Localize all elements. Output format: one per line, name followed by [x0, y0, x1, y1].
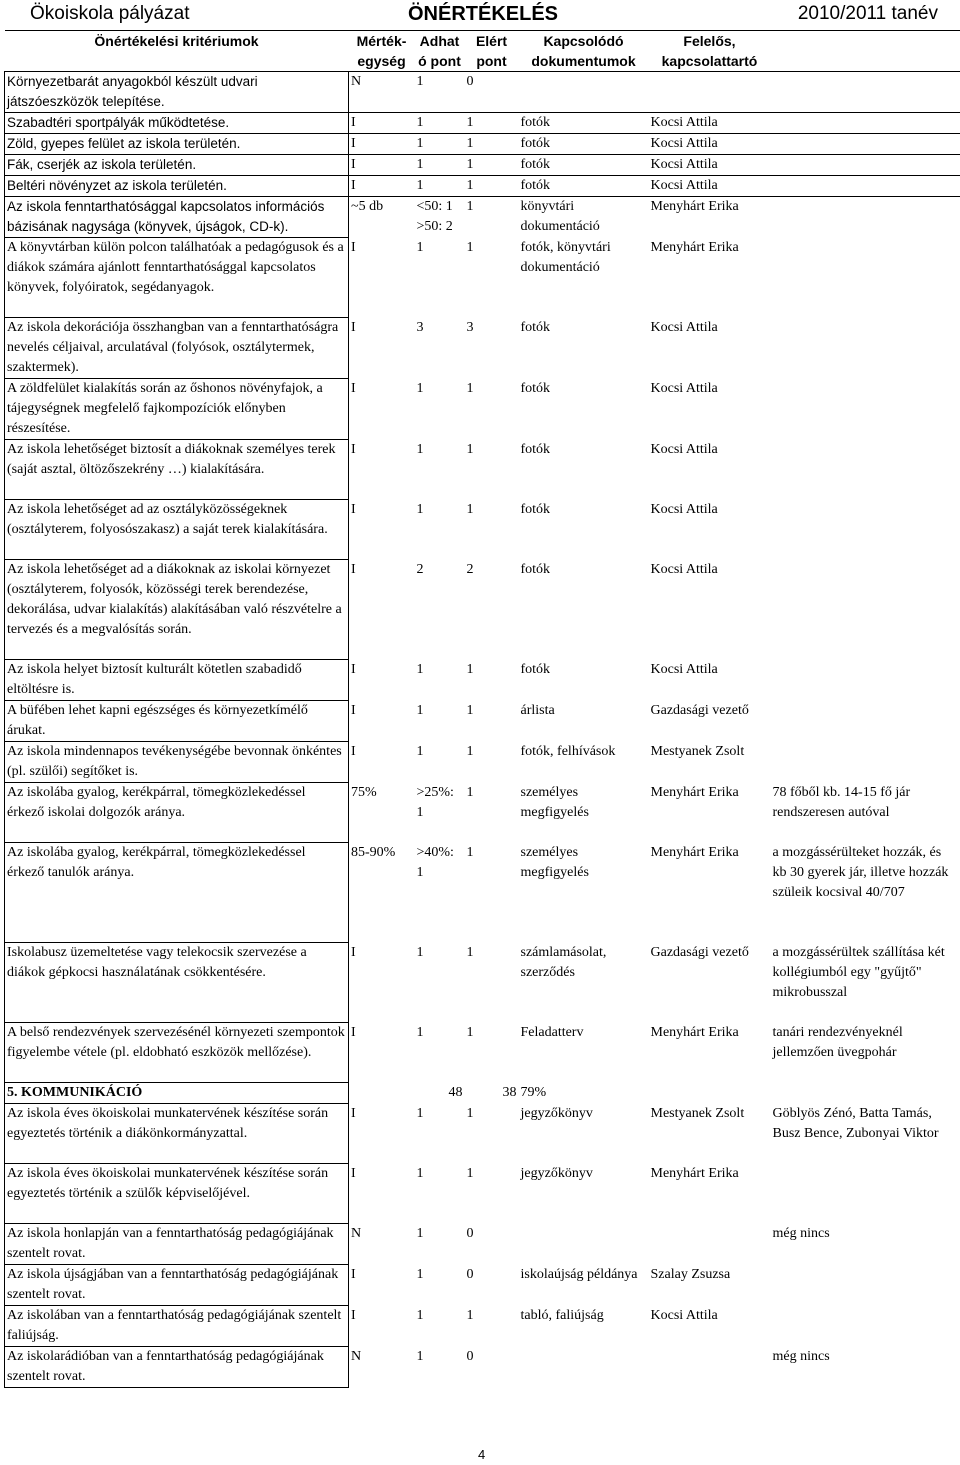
documents-cell: árlista — [520, 702, 555, 718]
responsible-cell: Kocsi Attila — [649, 155, 771, 176]
max-points-cell: 1 — [416, 661, 424, 677]
documents-cell: fotók, könyvtári dokumentáció — [520, 239, 611, 275]
notes-cell — [771, 134, 960, 155]
unit-cell: I — [351, 1307, 356, 1323]
documents-cell: Feladatterv — [520, 1024, 584, 1040]
table-row — [5, 560, 960, 660]
notes-cell — [771, 1164, 960, 1224]
unit-cell: I — [351, 1165, 356, 1181]
responsible-cell: Kocsi Attila — [650, 501, 718, 517]
points-cell: 1 — [465, 134, 519, 155]
notes-cell: a mozgássérültek szállítása két kollégiumból egy "gyűjtő" mikrobusszal — [772, 944, 945, 1000]
max-points-cell: 1 — [416, 944, 424, 960]
max-points-cell: 1 — [415, 72, 465, 113]
criteria-cell: A zöldfelület kialakítás során az őshonos növényfajok, a tájegységnek megfelelő fajkompozíciók előnyben részesítése. — [5, 379, 349, 440]
notes-cell: Göblyös Zénó, Batta Tamás, Busz Bence, Zubonyai Viktor — [772, 1105, 939, 1141]
notes-cell — [771, 440, 960, 500]
max-points-cell: >25%: 1 — [416, 784, 454, 820]
notes-cell — [771, 660, 960, 701]
responsible-cell: Gazdasági vezető — [650, 944, 749, 960]
criteria-cell: Az iskola lehetőséget biztosít a diákoknak személyes terek (saját asztal, öltözőszekrény …) kialakítására. — [5, 440, 349, 500]
col-notes-header — [771, 31, 960, 72]
unit-cell: I — [351, 1266, 356, 1282]
responsible-cell: Kocsi Attila — [649, 134, 771, 155]
col-criteria-header: Önértékelési kritériumok — [5, 31, 349, 72]
responsible-cell — [649, 1083, 771, 1104]
max-points-cell: 1 — [416, 441, 424, 457]
points-cell: 1 — [466, 661, 474, 677]
unit-cell: I — [351, 661, 356, 677]
unit-cell: N — [351, 1225, 362, 1241]
table-row — [5, 318, 960, 379]
unit-cell: I — [351, 743, 356, 759]
table-row — [5, 1306, 960, 1347]
unit-cell: I — [351, 380, 356, 396]
max-points-cell: 1 — [416, 1165, 424, 1181]
criteria-cell: A belső rendezvények szervezésénél környezeti szempontok figyelembe vétele (pl. eldobható eszközök mellőzése). — [5, 1023, 349, 1083]
max-points-cell: 1 — [416, 702, 424, 718]
notes-cell — [771, 155, 960, 176]
documents-cell: fotók — [520, 661, 551, 677]
table-row — [5, 440, 960, 500]
documents-cell: tabló, faliújság — [520, 1307, 604, 1323]
max-points-cell: 1 — [416, 1105, 424, 1121]
criteria-cell: Az iskola lehetőséget ad az osztályközösségeknek (osztályterem, folyosószakasz) a saját terek kialakítására. — [5, 500, 349, 560]
table-row — [5, 176, 960, 197]
table-row — [5, 238, 960, 318]
criteria-cell: Beltéri növényzet az iskola területén. — [5, 176, 349, 197]
max-points-cell: 1 — [415, 155, 465, 176]
max-points-cell: 1 — [416, 1225, 424, 1241]
unit-cell: I — [349, 113, 415, 134]
criteria-cell: Az iskola mindennapos tevékenységébe bevonnak önkéntes (pl. szülői) segítőket is. — [5, 742, 349, 783]
documents-cell: iskolaújság példánya — [520, 1266, 638, 1282]
table-row — [5, 1224, 960, 1265]
documents-cell — [519, 72, 649, 113]
points-cell: 1 — [466, 441, 474, 457]
criteria-cell: Az iskola dekorációja összhangban van a fenntarthatóságra nevelés céljaival, arculatával (folyósok, osztálytermek, szaktermek). — [5, 318, 349, 379]
responsible-cell: Kocsi Attila — [650, 319, 718, 335]
criteria-cell: Az iskola éves ökoiskolai munkatervének készítése során egyeztetés történik a diákönkormányzattal. — [5, 1104, 349, 1164]
table-header-row — [5, 31, 960, 72]
max-points-cell: 1 — [415, 113, 465, 134]
header-right: 2010/2011 tanév — [797, 3, 938, 24]
unit-cell: I — [351, 1105, 356, 1121]
col-unit-header: Mérték- egység — [349, 31, 415, 72]
table-row — [5, 783, 960, 843]
responsible-cell: Menyhárt Erika — [650, 844, 739, 860]
documents-cell: fotók, felhívások — [520, 743, 616, 759]
header-title: ÖNÉRTÉKELÉS — [408, 3, 559, 25]
max-points-cell: 2 — [416, 561, 424, 577]
col-responsible-header: Felelős, kapcsolattartó — [649, 31, 771, 72]
notes-cell — [771, 500, 960, 560]
notes-cell — [771, 560, 960, 660]
max-points-cell: 3 — [416, 319, 424, 335]
notes-cell — [771, 742, 960, 783]
max-points-cell: 1 — [416, 501, 424, 517]
criteria-cell: Az iskola újságjában van a fenntarthatóság pedagógiájának szentelt rovat. — [5, 1265, 349, 1306]
max-points-cell: 1 — [416, 1348, 424, 1364]
criteria-cell: Az iskola lehetőséget ad a diákoknak az iskolai környezet (osztályterem, folyosók, közösségi terek berendezése, dekorálása, udvar kialakítás) alakításában való részvételre a tervezés és a megvalósítás során. — [5, 560, 349, 660]
notes-cell: tanári rendezvényeknél jellemzően üvegpohár — [772, 1024, 903, 1060]
points-cell: 2 — [466, 561, 474, 577]
responsible-cell: Kocsi Attila — [650, 1307, 718, 1323]
responsible-cell: Menyhárt Erika — [650, 1165, 739, 1181]
criteria-cell: Az iskola éves ökoiskolai munkatervének készítése során egyeztetés történik a szülők képviselőjével. — [5, 1164, 349, 1224]
notes-cell — [771, 238, 960, 318]
documents-cell: személyes megfigyelés — [520, 784, 589, 820]
responsible-cell: Kocsi Attila — [649, 176, 771, 197]
max-points-cell: 1 — [416, 239, 424, 255]
responsible-cell: Kocsi Attila — [649, 113, 771, 134]
points-cell: 1 — [466, 1024, 474, 1040]
documents-cell: fotók — [520, 380, 551, 396]
table-row — [5, 843, 960, 943]
points-cell: 0 — [466, 1225, 474, 1241]
notes-cell — [771, 318, 960, 379]
documents-cell: fotók — [520, 561, 551, 577]
unit-cell: I — [351, 441, 356, 457]
table-row — [5, 1265, 960, 1306]
documents-cell: könyvtári dokumentáció — [520, 199, 600, 234]
unit-cell: N — [349, 72, 415, 113]
criteria-cell: A büfében lehet kapni egészséges és környezetkímélő árukat. — [5, 701, 349, 742]
notes-cell — [771, 72, 960, 113]
unit-cell: I — [351, 1024, 356, 1040]
max-points-cell: >40%: 1 — [416, 844, 454, 880]
criteria-cell: Zöld, gyepes felület az iskola területén. — [5, 134, 349, 155]
unit-cell: ~5 db — [351, 199, 384, 214]
unit-cell — [349, 1083, 415, 1104]
unit-cell: I — [351, 702, 356, 718]
table-row — [5, 943, 960, 1023]
criteria-cell: Az iskolába gyalog, kerékpárral, tömegközlekedéssel érkező tanulók aránya. — [5, 843, 349, 943]
responsible-cell: Kocsi Attila — [650, 380, 718, 396]
documents-cell: fotók — [519, 134, 649, 155]
points-cell: 1 — [466, 199, 474, 214]
table-row — [5, 742, 960, 783]
documents-cell: fotók — [520, 441, 551, 457]
documents-cell — [519, 1347, 649, 1388]
unit-cell: I — [349, 155, 415, 176]
responsible-cell: Menyhárt Erika — [650, 1024, 739, 1040]
table-row — [5, 1104, 960, 1164]
criteria-cell: Szabadtéri sportpályák működtetése. — [5, 113, 349, 134]
notes-cell: még nincs — [772, 1348, 830, 1364]
points-cell: 1 — [466, 239, 474, 255]
responsible-cell — [649, 72, 771, 113]
responsible-cell: Menyhárt Erika — [650, 199, 739, 214]
documents-cell: személyes megfigyelés — [520, 844, 589, 880]
notes-cell: a mozgássérülteket hozzák, és kb 30 gyerek jár, illetve hozzák szüleik kocsival 40/707 — [772, 844, 949, 900]
unit-cell: I — [349, 134, 415, 155]
table-body — [5, 72, 960, 1388]
table-row — [5, 134, 960, 155]
table-row — [5, 72, 960, 113]
header-left: Ökoiskola pályázat — [30, 3, 190, 24]
points-cell: 1 — [465, 113, 519, 134]
responsible-cell: Gazdasági vezető — [650, 702, 749, 718]
notes-cell — [771, 379, 960, 440]
page-header — [0, 0, 960, 30]
notes-cell — [771, 197, 960, 238]
col-documents-header: Kapcsolódó dokumentumok — [519, 31, 649, 72]
criteria-cell: Az iskola fenntarthatósággal kapcsolatos információs bázisának nagysága (könyvek, újságok, CD-k). — [5, 197, 349, 238]
unit-cell: I — [351, 239, 356, 255]
criteria-cell: Az iskolában van a fenntarthatóság pedagógiájának szentelt faliújság. — [5, 1306, 349, 1347]
documents-cell: számlamásolat, szerződés — [520, 944, 607, 980]
max-points-cell: 48 — [448, 1084, 463, 1100]
max-points-cell: 1 — [416, 1266, 424, 1282]
max-points-cell: <50: 1 >50: 2 — [416, 199, 453, 234]
documents-cell: fotók — [520, 501, 551, 517]
notes-cell — [771, 1265, 960, 1306]
col-max-points-header: Adhat ó pont — [415, 31, 465, 72]
documents-cell: jegyzőkönyv — [520, 1105, 593, 1121]
criteria-cell: Az iskola helyet biztosít kulturált kötetlen szabadidő eltöltésre is. — [5, 660, 349, 701]
points-cell: 0 — [465, 72, 519, 113]
criteria-cell: Környezetbarát anyagokból készült udvari játszóeszközök telepítése. — [5, 72, 349, 113]
criteria-cell: Az iskolába gyalog, kerékpárral, tömegközlekedéssel érkező iskolai dolgozók aránya. — [5, 783, 349, 843]
points-cell: 1 — [466, 944, 474, 960]
table-row — [5, 113, 960, 134]
criteria-cell: A könyvtárban külön polcon találhatóak a pedagógusok és a diákok számára ajánlott fenntarthatósággal kapcsolatos könyvek, folyóiratok, segédanyagok. — [5, 238, 349, 318]
points-cell: 1 — [466, 1165, 474, 1181]
points-cell: 1 — [466, 784, 474, 800]
criteria-cell: Iskolabusz üzemeltetése vagy telekocsik szervezése a diákok gépkocsi használatának csökkentésére. — [5, 943, 349, 1023]
max-points-cell: 1 — [416, 1024, 424, 1040]
col-points-header: Elért pont — [465, 31, 519, 72]
table-row — [5, 1347, 960, 1388]
documents-cell: fotók — [519, 113, 649, 134]
documents-cell: fotók — [519, 176, 649, 197]
unit-cell: 75% — [351, 784, 377, 800]
notes-cell — [771, 1083, 960, 1104]
points-cell: 1 — [466, 380, 474, 396]
responsible-cell: Menyhárt Erika — [650, 784, 739, 800]
notes-cell — [771, 176, 960, 197]
table-row — [5, 500, 960, 560]
max-points-cell: 1 — [416, 743, 424, 759]
documents-cell: 79% — [520, 1084, 547, 1100]
points-cell: 38 — [502, 1084, 517, 1100]
responsible-cell: Mestyanek Zsolt — [650, 743, 745, 759]
points-cell: 0 — [466, 1348, 474, 1364]
criteria-cell: Az iskola honlapján van a fenntarthatóság pedagógiájának szentelt rovat. — [5, 1224, 349, 1265]
responsible-cell: Kocsi Attila — [650, 561, 718, 577]
max-points-cell: 1 — [415, 134, 465, 155]
responsible-cell: Mestyanek Zsolt — [650, 1105, 745, 1121]
max-points-cell: 1 — [415, 176, 465, 197]
responsible-cell — [649, 1347, 771, 1388]
points-cell: 1 — [465, 155, 519, 176]
max-points-cell: 1 — [416, 380, 424, 396]
points-cell: 1 — [465, 176, 519, 197]
section-row — [5, 1083, 960, 1104]
notes-cell — [771, 113, 960, 134]
documents-cell — [519, 1224, 649, 1265]
unit-cell: I — [351, 944, 356, 960]
table-row — [5, 379, 960, 440]
table-row — [5, 701, 960, 742]
points-cell: 3 — [466, 319, 474, 335]
page-number: 4 — [478, 1447, 486, 1462]
criteria-cell: 5. KOMMUNIKÁCIÓ — [5, 1083, 349, 1104]
notes-cell — [771, 1306, 960, 1347]
table-row — [5, 1023, 960, 1083]
table-row — [5, 197, 960, 238]
responsible-cell: Menyhárt Erika — [650, 239, 739, 255]
points-cell: 1 — [466, 702, 474, 718]
criteria-cell: Az iskolarádióban van a fenntarthatóság pedagógiájának szentelt rovat. — [5, 1347, 349, 1388]
responsible-cell — [649, 1224, 771, 1265]
points-cell: 0 — [466, 1266, 474, 1282]
notes-cell: 78 főből kb. 14-15 fő jár rendszeresen autóval — [772, 784, 911, 820]
evaluation-table — [4, 30, 960, 1388]
table-row — [5, 1164, 960, 1224]
table-row — [5, 660, 960, 701]
table-row — [5, 155, 960, 176]
notes-cell: még nincs — [772, 1225, 830, 1241]
unit-cell: N — [351, 1348, 362, 1364]
points-cell: 1 — [466, 1105, 474, 1121]
responsible-cell: Szalay Zsuzsa — [650, 1266, 731, 1282]
unit-cell: I — [351, 561, 356, 577]
unit-cell: I — [351, 501, 356, 517]
points-cell: 1 — [466, 1307, 474, 1323]
unit-cell: I — [351, 319, 356, 335]
documents-cell: fotók — [520, 319, 551, 335]
responsible-cell: Kocsi Attila — [650, 441, 718, 457]
points-cell: 1 — [466, 844, 474, 860]
notes-cell — [771, 701, 960, 742]
points-cell: 1 — [466, 743, 474, 759]
max-points-cell: 1 — [416, 1307, 424, 1323]
unit-cell: I — [349, 176, 415, 197]
criteria-cell: Fák, cserjék az iskola területén. — [5, 155, 349, 176]
points-cell: 1 — [466, 501, 474, 517]
documents-cell: fotók — [519, 155, 649, 176]
documents-cell: jegyzőkönyv — [520, 1165, 593, 1181]
unit-cell: 85-90% — [351, 844, 396, 860]
responsible-cell: Kocsi Attila — [650, 661, 718, 677]
